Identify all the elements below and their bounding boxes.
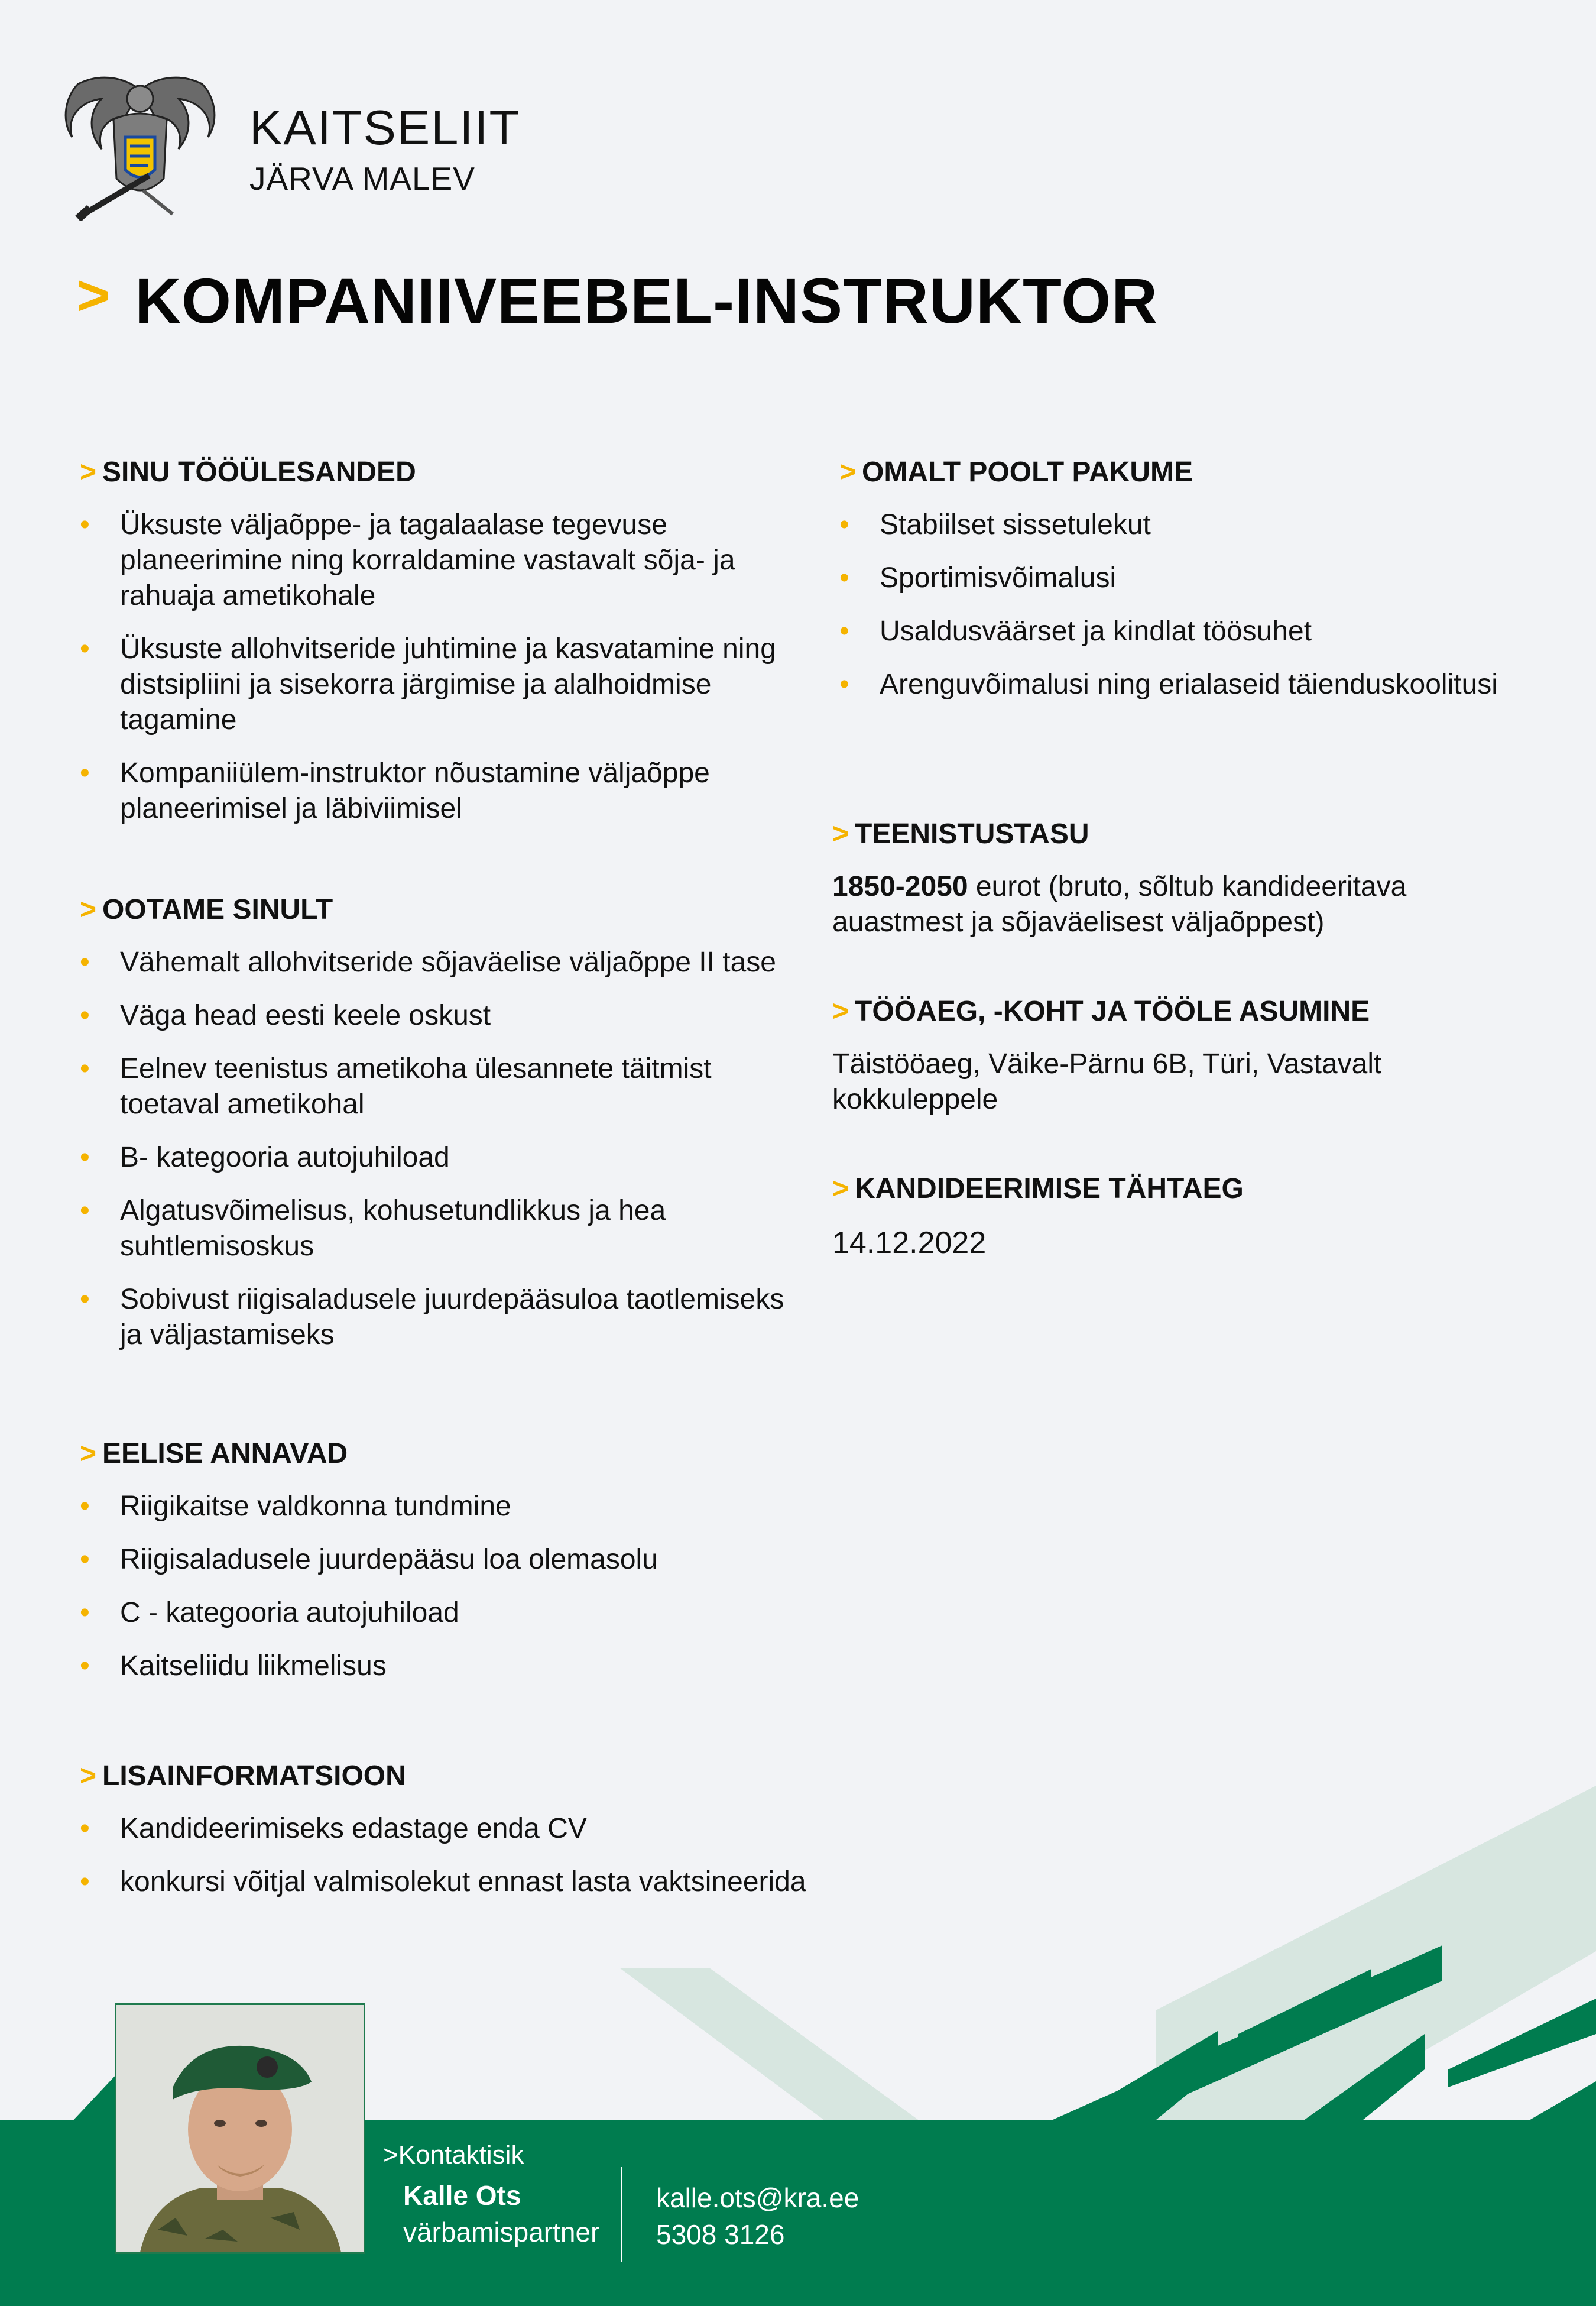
- bullet-dot-icon: •: [839, 562, 849, 594]
- bullet-dot-icon: •: [80, 999, 90, 1031]
- list-item: • Üksuste väljaõppe- ja tagalaalase tegevuse planeerimine ning korraldamine vastavalt sõja- ja rahuaja ametikohale: [80, 507, 789, 614]
- bullet-dot-icon: •: [839, 668, 849, 700]
- section-tasks: [80, 455, 789, 844]
- bullet-dot-icon: •: [80, 1865, 90, 1897]
- list-item: • konkursi võitjal valmisolekut ennast lasta vaktsineerida: [80, 1864, 966, 1900]
- bullet-dot-icon: •: [80, 1283, 90, 1315]
- bullet-dot-icon: •: [839, 509, 849, 540]
- section-pay: [832, 817, 1512, 940]
- bullet-dot-icon: •: [80, 1194, 90, 1226]
- org-subtitle: JÄRVA MALEV: [249, 160, 475, 197]
- contact-phone[interactable]: 5308 3126: [656, 2219, 785, 2250]
- list-item: • Riigisaladusele juurdepääsu loa olemasolu: [80, 1542, 848, 1578]
- section-heading: > OOTAME SINULT: [80, 894, 333, 925]
- contact-label: >Kontaktisik: [383, 2140, 524, 2169]
- bullet-dot-icon: •: [80, 1812, 90, 1844]
- bullet-dot-icon: •: [80, 1543, 90, 1575]
- list-item: • Sportimisvõimalusi: [839, 561, 1519, 596]
- contact-divider: [621, 2167, 622, 2262]
- list-item: • C - kategooria autojuhiload: [80, 1595, 848, 1631]
- section-heading: > TÖÖAEG, -KOHT JA TÖÖLE ASUMINE: [832, 996, 1370, 1027]
- list-item: • Eelnev teenistus ametikoha ülesannete täitmist toetaval ametikohal: [80, 1051, 789, 1122]
- section-expect: [80, 893, 789, 1371]
- list-item: • Stabiilset sissetulekut: [839, 507, 1519, 543]
- bullet-dot-icon: •: [80, 757, 90, 789]
- list-item: • Üksuste allohvitseride juhtimine ja kasvatamine ning distsipliini ja sisekorra järgimise ja alalhoidmise tagamine: [80, 631, 789, 738]
- list-item: • Kaitseliidu liikmelisus: [80, 1648, 848, 1684]
- org-name: KAITSELIIT: [249, 100, 521, 155]
- list-item: • Riigikaitse valdkonna tundmine: [80, 1489, 848, 1524]
- list-item: • Sobivust riigisaladusele juurdepääsuloa taotlemiseks ja väljastamiseks: [80, 1282, 789, 1353]
- list-item: • Usaldusväärset ja kindlat töösuhet: [839, 614, 1519, 649]
- contact-email-link[interactable]: kalle.ots@kra.ee: [656, 2182, 859, 2213]
- list-item: • Väga head eesti keele oskust: [80, 998, 789, 1034]
- section-advantage: [80, 1437, 848, 1702]
- bullet-dot-icon: •: [80, 633, 90, 665]
- bullet-dot-icon: •: [80, 1141, 90, 1173]
- eagle-emblem-icon: [54, 66, 226, 221]
- bullet-dot-icon: •: [80, 1490, 90, 1522]
- section-heading: > LISAINFORMATSIOON: [80, 1760, 406, 1792]
- pay-text: 1850-2050 eurot (bruto, sõltub kandideeritava auastmest ja sõjaväelisest väljaõppest): [832, 870, 1407, 938]
- section-deadline: [832, 1172, 1512, 1262]
- section-heading: > OMALT POOLT PAKUME: [839, 456, 1193, 488]
- section-info: [80, 1759, 966, 1918]
- deadline-date: 14.12.2022: [832, 1225, 987, 1260]
- list-item: • B- kategooria autojuhiload: [80, 1140, 789, 1175]
- contact-role: värbamispartner: [403, 2217, 600, 2247]
- section-heading: > KANDIDEERIMISE TÄHTAEG: [832, 1173, 1244, 1204]
- section-work-time: [832, 995, 1512, 1118]
- bullet-dot-icon: •: [839, 615, 849, 647]
- section-heading: > TEENISTUSTASU: [832, 818, 1089, 850]
- section-offer: [839, 455, 1519, 720]
- list-item: • Kandideerimiseks edastage enda CV: [80, 1811, 966, 1847]
- bullet-dot-icon: •: [80, 1052, 90, 1084]
- bullet-dot-icon: •: [80, 1596, 90, 1628]
- list-item: • Vähemalt allohvitseride sõjaväelise väljaõppe II tase: [80, 945, 789, 980]
- section-heading: > EELISE ANNAVAD: [80, 1438, 348, 1469]
- contact-photo: [115, 2003, 365, 2254]
- bullet-dot-icon: •: [80, 1650, 90, 1682]
- bullet-dot-icon: •: [80, 946, 90, 978]
- list-item: • Arenguvõimalusi ning erialaseid täienduskoolitusi: [839, 667, 1519, 702]
- contact-name: Kalle Ots: [403, 2180, 521, 2211]
- page-title: KOMPANIIVEEBEL-INSTRUKTOR: [135, 265, 1159, 336]
- pay-amount: 1850-2050: [832, 870, 968, 902]
- bullet-dot-icon: •: [80, 509, 90, 540]
- list-item: • Kompaniiülem-instruktor nõustamine väljaõppe planeerimisel ja läbiviimisel: [80, 756, 789, 827]
- work-time-text: Täistööaeg, Väike-Pärnu 6B, Türi, Vastavalt kokkuleppele: [832, 1048, 1382, 1115]
- list-item: • Algatusvõimelisus, kohusetundlikkus ja hea suhtlemisoskus: [80, 1193, 789, 1264]
- title-arrow-icon: >: [77, 264, 111, 327]
- section-heading: > SINU TÖÖÜLESANDED: [80, 456, 416, 488]
